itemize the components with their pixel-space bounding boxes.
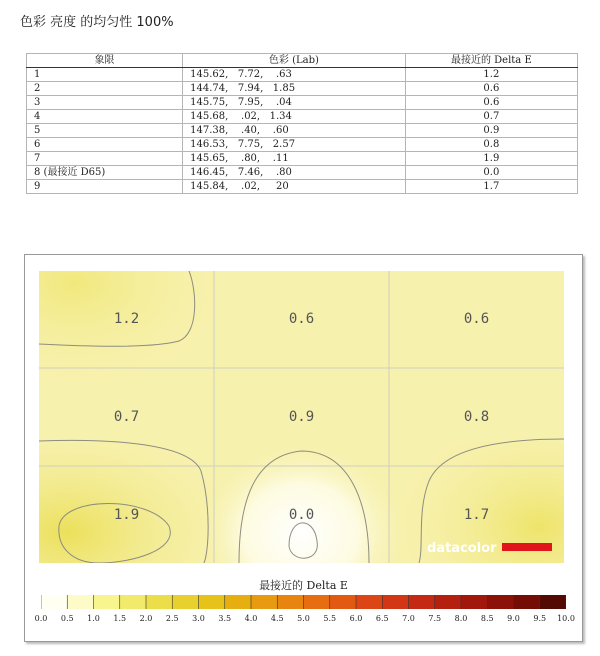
brand-bar: [502, 543, 552, 551]
grid-value-label: 0.6: [463, 311, 490, 327]
header-lab: 色彩 (Lab): [183, 54, 406, 68]
legend-tick-label: 3.0: [192, 614, 205, 623]
lab-cell: 144.74, 7.94, 1.85: [183, 82, 406, 96]
grid-value-label: 0.7: [113, 409, 140, 425]
lab-cell: 145.65, .80, .11: [183, 152, 406, 166]
table-row: [27, 180, 578, 194]
scale-swatch: [540, 595, 566, 609]
grid-value-label: 0.8: [463, 409, 490, 425]
delta-e-cell: 0.9: [405, 124, 577, 138]
delta-e-cell: 0.6: [405, 82, 577, 96]
legend-tick-label: 5.0: [297, 614, 310, 623]
lab-cell: 147.38, .40, .60: [183, 124, 406, 138]
quadrant-cell: 6: [27, 138, 183, 152]
scale-swatch: [41, 595, 68, 609]
scale-swatch: [382, 595, 409, 609]
uniformity-heatmap: [39, 271, 564, 563]
quadrant-cell: 3: [27, 96, 183, 110]
header-delta-e: 最接近的 Delta E: [405, 54, 577, 68]
lab-cell: 146.45, 7.46, .80: [183, 166, 406, 180]
legend-tick-label: 1.5: [113, 614, 127, 623]
quadrant-cell: 8 (最接近 D65): [27, 166, 183, 180]
scale-swatch: [435, 595, 462, 609]
uniformity-heatmap-panel: [24, 254, 583, 642]
scale-swatch: [277, 595, 304, 609]
table-row: [27, 166, 578, 180]
legend-tick-label: 2.5: [165, 614, 179, 623]
quadrant-cell: 2: [27, 82, 183, 96]
scale-swatch: [172, 595, 199, 609]
legend-tick-label: 10.0: [557, 614, 575, 623]
scale-swatch: [304, 595, 331, 609]
quadrant-cell: 1: [27, 68, 183, 82]
legend-tick-label: 1.0: [87, 614, 100, 623]
delta-e-cell: 1.7: [405, 180, 577, 194]
scale-swatch: [120, 595, 147, 609]
table-row: [27, 82, 578, 96]
legend-tick-label: 8.0: [454, 614, 468, 623]
delta-e-cell: 0.0: [405, 166, 577, 180]
scale-swatch: [330, 595, 357, 609]
brand-logo: datacolor: [427, 541, 497, 556]
delta-e-color-scale: [41, 595, 566, 609]
table-row: [27, 68, 578, 82]
grid-value-label: 0.6: [288, 311, 315, 327]
heat-zone-top-left: [39, 271, 214, 391]
grid-value-label: 1.9: [113, 507, 140, 523]
scale-swatch: [409, 595, 436, 609]
scale-swatch: [251, 595, 278, 609]
grid-value-label: 1.2: [113, 311, 140, 327]
lab-cell: 145.68, .02, 1.34: [183, 110, 406, 124]
table-row: [27, 110, 578, 124]
scale-swatch: [67, 595, 94, 609]
quadrant-cell: 9: [27, 180, 183, 194]
quadrant-cell: 5: [27, 124, 183, 138]
scale-swatch: [356, 595, 383, 609]
scale-swatch: [225, 595, 252, 609]
lab-cell: 146.53, 7.75, 2.57: [183, 138, 406, 152]
legend-tick-label: 6.0: [349, 614, 363, 623]
scale-swatch: [461, 595, 488, 609]
legend-tick-label: 4.0: [244, 614, 258, 623]
table-row: [27, 152, 578, 166]
table-row: [27, 124, 578, 138]
scale-swatch: [514, 595, 541, 609]
delta-e-cell: 0.7: [405, 110, 577, 124]
legend-tick-label: 7.5: [428, 614, 442, 623]
table-row: [27, 96, 578, 110]
grid-value-label: 1.7: [463, 507, 490, 523]
delta-e-cell: 1.2: [405, 68, 577, 82]
legend-title: 最接近的 Delta E: [259, 579, 348, 592]
scale-swatch: [199, 595, 226, 609]
grid-value-label: 0.9: [288, 409, 315, 425]
legend-tick-label: 0.0: [34, 614, 48, 623]
legend-tick-label: 9.5: [533, 614, 547, 623]
legend-tick-label: 7.0: [402, 614, 415, 623]
legend-tick-label: 8.5: [480, 614, 494, 623]
table-row: [27, 138, 578, 152]
lab-cell: 145.62, 7.72, .63: [183, 68, 406, 82]
delta-e-cell: 1.9: [405, 152, 577, 166]
legend-tick-label: 9.0: [507, 614, 520, 623]
delta-e-cell: 0.6: [405, 96, 577, 110]
header-quadrant: 象限: [27, 54, 183, 68]
lab-cell: 145.75, 7.95, .04: [183, 96, 406, 110]
quadrant-cell: 4: [27, 110, 183, 124]
page-title: 色彩 亮度 的均匀性 100%: [20, 15, 174, 30]
legend-tick-label: 2.0: [139, 614, 153, 623]
delta-e-cell: 0.8: [405, 138, 577, 152]
scale-swatch: [146, 595, 173, 609]
scale-swatch: [487, 595, 514, 609]
legend-tick-label: 5.5: [323, 614, 337, 623]
quadrant-cell: 7: [27, 152, 183, 166]
uniformity-table: [26, 53, 578, 194]
scale-swatch: [94, 595, 121, 609]
legend-tick-label: 3.5: [218, 614, 232, 623]
legend-tick-label: 4.5: [270, 614, 284, 623]
lab-cell: 145.84, .02, 20: [183, 180, 406, 194]
grid-value-label: 0.0: [288, 507, 315, 523]
legend-tick-label: 0.5: [60, 614, 74, 623]
legend-tick-label: 6.5: [375, 614, 389, 623]
